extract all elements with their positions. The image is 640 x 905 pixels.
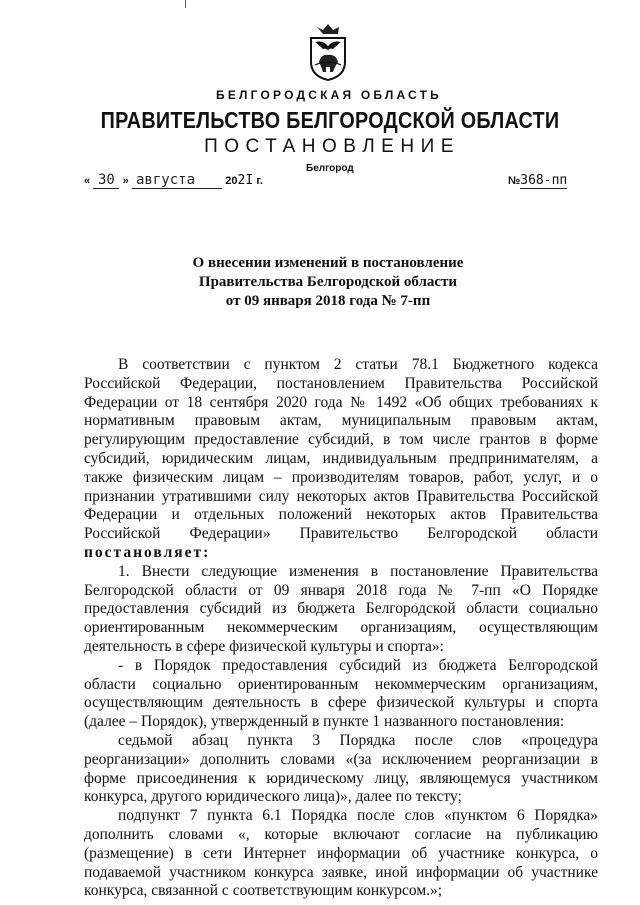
title-line-2: Правительства Белгородской области xyxy=(198,274,458,290)
document-title xyxy=(0,254,640,311)
government-name: ПРАВИТЕЛЬСТВО БЕЛГОРОДСКОЙ ОБЛАСТИ xyxy=(100,107,560,133)
coat-of-arms-icon xyxy=(303,22,353,82)
document-body xyxy=(84,356,598,901)
date-month: августа xyxy=(132,172,222,189)
resolution-word: постановляет: xyxy=(84,543,211,561)
year-prefix: 20 xyxy=(225,175,238,187)
title-line-3: от 09 января 2018 года № 7-пп xyxy=(225,293,431,309)
preamble-text: В соответствии с пунктом 2 статьи 78.1 Бюджетного кодекса Российской Федерации, постановлением Правительства Российской Федерации от 18 сентября 2020 года № 1492 «Об общих требованиях к нормативным правовым актам, муниципальным правовым актам, регулирующим предоставление субсидий, в том числе грантов в форме субсидий, юридическим лицам, индивидуальным предпринимателям, а также физическим лицам – производителям товаров, работ, услуг, и о признании утратившими силу некоторых актов Правительства Российской Федерации и отдельных положений некоторых актов Правительства Российской Федерации» Правительство Белгородской области xyxy=(84,356,598,543)
date-line xyxy=(84,172,263,189)
region-name: БЕЛГОРОДСКАЯ ОБЛАСТЬ xyxy=(216,88,442,102)
paragraph-amendment-point-3: седьмой абзац пункта 3 Порядка после слов «процедура реорганизации» дополнить словами «(за исключением реорганизации в форме присоединения к юридическому лицу, являющемуся участником конкурса, другого юридического лица)», далее по тексту; xyxy=(84,731,598,806)
quote-close: » xyxy=(122,175,129,187)
year-suffix: 2I xyxy=(237,173,254,188)
paragraph-amendment-intro: - в Порядок предоставления субсидий из бюджета Белгородской области социально ориентированным некоммерческим организациям, осуществляющим деятельность в сфере физической культуры и спорта (далее – Порядок), утвержденный в пункте 1 названного постановления: xyxy=(84,656,598,731)
year-mark: г. xyxy=(256,175,263,187)
number-sign: № xyxy=(508,175,521,187)
document-number xyxy=(508,172,567,188)
paragraph-item-1: 1. Внести следующие изменения в постановление Правительства Белгородской области от 09 января 2018 года № 7-пп «О Порядке предоставления субсидий из бюджета Белгородской области социально ориентированным некоммерческим организациям, осуществляющим деятельность в сфере физической культуры и спорта»: xyxy=(84,562,598,655)
paragraph-amendment-point-6-1: подпункт 7 пункта 6.1 Порядка после слов «пунктом 6 Порядка» дополнить словами «, которые включают согласие на публикацию (размещение) в сети Интернет информации об участнике конкурса, о подаваемой участником конкурса заявке, иной информации об участнике конкурса, связанной с соответствующим конкурсом.»; xyxy=(84,807,598,900)
number-value: 368-пп xyxy=(520,173,568,188)
document-type: ПОСТАНОВЛЕНИЕ xyxy=(204,136,460,157)
paragraph-preamble xyxy=(84,356,598,563)
quote-open: « xyxy=(84,175,91,187)
city-name: Белгород xyxy=(306,163,354,174)
date-day: 30 xyxy=(93,172,119,189)
title-line-1: О внесении изменений в постановление xyxy=(192,255,464,271)
scan-mark xyxy=(185,0,186,8)
